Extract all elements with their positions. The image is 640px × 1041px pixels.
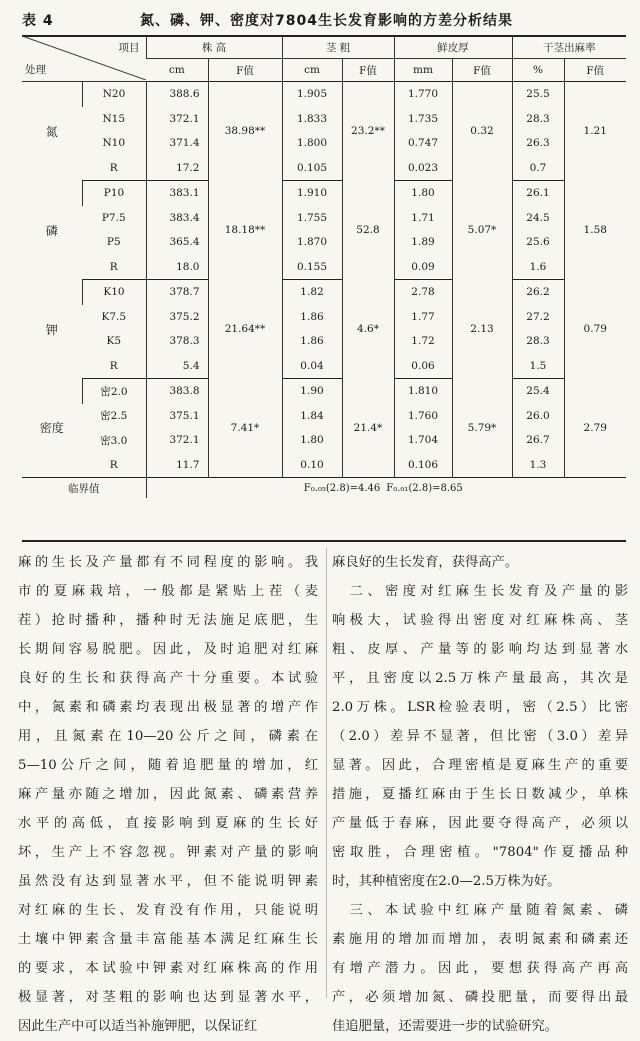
stem-value: 1.86: [282, 329, 342, 354]
text-line: 茬）抢时播种，播种时无法施足底肥，生: [18, 613, 318, 628]
fiber-f-value: 2.79: [564, 379, 626, 478]
table-row: [22, 255, 626, 280]
text-line: 佳追肥量，还需要进一步的试验研究。: [332, 1019, 559, 1034]
table-row: [22, 107, 626, 132]
factor-label: 密度: [39, 421, 64, 436]
treatment-cell: K7.5: [101, 310, 127, 323]
text-line: 虽然没有达到显著水平，但不能说明钾素: [18, 874, 318, 889]
text-line: 麻的生长及产量都有不同程度的影响。我: [18, 555, 318, 570]
treatment-cell: R: [82, 255, 146, 280]
stem-value: 1.86: [282, 305, 342, 330]
unit-header: F值: [208, 59, 282, 82]
text-line: 的要求，本试验中钾素对红麻株高的作用: [18, 961, 318, 976]
stem-value: 1.910: [282, 181, 342, 206]
unit-header: mm: [394, 59, 452, 82]
stem-f-value: 23.2**: [342, 82, 394, 181]
height-f-value: 21.64**: [208, 280, 282, 379]
height-value: 378.3: [146, 329, 208, 354]
height-value: 383.8: [146, 379, 208, 404]
stem-value: 1.870: [282, 230, 342, 255]
treatment-cell: R: [82, 354, 146, 379]
unit-header: F值: [564, 59, 626, 82]
bark-value: 1.770: [394, 82, 452, 107]
critical-value-row: [22, 478, 626, 499]
fiber-value: 27.2: [512, 305, 564, 330]
table-row: [22, 230, 626, 255]
stem-value: 1.90: [282, 379, 342, 404]
treatment-cell: R: [82, 156, 146, 181]
height-value: 372.1: [146, 107, 208, 132]
height-value: 375.2: [146, 305, 208, 330]
text-line: 平，且密度以2.5万株产量最高，其次是: [332, 671, 628, 686]
treatment-cell: N20: [82, 82, 146, 107]
text-line: 措施，夏播红麻由于生长日数减少，单株: [332, 787, 628, 802]
fiber-f-value: 0.79: [564, 280, 626, 379]
bark-value: 0.023: [394, 156, 452, 181]
stem-value: 0.155: [282, 255, 342, 280]
corner-item-label: 项目: [118, 42, 140, 54]
treatment-cell: N10: [102, 137, 126, 150]
height-value: 17.2: [146, 156, 208, 181]
fiber-value: 1.6: [512, 255, 564, 280]
bark-value: 1.71: [394, 206, 452, 231]
text-line: 有增产潜力。因此，要想获得高产再高: [332, 961, 628, 976]
table-caption: [22, 10, 622, 32]
body-text-right-column: [332, 548, 628, 1041]
bark-value: 1.810: [394, 379, 452, 404]
fiber-value: 25.5: [512, 82, 564, 107]
bark-value: 0.106: [394, 453, 452, 478]
text-line: 粗、皮厚、产量等的影响均达到显著水: [332, 642, 628, 657]
bark-value: 0.747: [394, 131, 452, 156]
bark-value: 1.735: [394, 107, 452, 132]
bark-value: 0.06: [394, 354, 452, 379]
table-row: [22, 453, 626, 478]
fiber-value: 26.1: [512, 181, 564, 206]
header-corner-cell: [22, 36, 146, 82]
treatment-cell: R: [82, 453, 146, 478]
bark-f-value: 2.13: [452, 280, 512, 379]
unit-header: cm: [146, 59, 208, 82]
text-line: 用，且氮素在10—20公斤之间，磷素在: [18, 729, 318, 744]
text-line: 5—10公斤之间，随着追肥量的增加，红: [18, 758, 318, 773]
table-bottom-rule: [22, 540, 626, 542]
fiber-value: 28.3: [512, 107, 564, 132]
fiber-value: 26.7: [512, 428, 564, 453]
text-line: 二、密度对红麻生长发育及产量的影: [332, 584, 628, 599]
treatment-cell: K5: [106, 335, 122, 348]
critical-f05: F₀.₀₅(2.8)=4.46: [303, 482, 381, 494]
critical-value-text: [146, 478, 626, 499]
unit-header: %: [512, 59, 564, 82]
text-line: 产量低于春麻，因此要夺得高产，必须以: [332, 816, 628, 831]
treatment-cell: P10: [82, 181, 146, 206]
treatment-cell: 密2.0: [82, 379, 146, 404]
text-line: 响极大，试验得出密度对红麻株高、茎: [332, 613, 628, 628]
text-line: 密取胜，合理密植。"7804"作夏播品种: [332, 845, 628, 860]
stem-value: 1.82: [282, 280, 342, 305]
treatment-cell: 密3.0: [100, 434, 128, 447]
text-line: 麻产量亦随之增加，因此氮素、磷素营养: [18, 787, 318, 802]
stem-value: 1.833: [282, 107, 342, 132]
fiber-value: 26.3: [512, 131, 564, 156]
treatment-cell: P5: [106, 236, 121, 249]
text-line: 产，必须增加氮、磷投肥量，而要得出最: [332, 990, 628, 1005]
height-value: 388.6: [146, 82, 208, 107]
body-text-left-column: [18, 548, 318, 1041]
fiber-value: 26.2: [512, 280, 564, 305]
table-row: [22, 379, 626, 404]
stem-value: 0.04: [282, 354, 342, 379]
height-value: 383.4: [146, 206, 208, 231]
stem-value: 1.905: [282, 82, 342, 107]
text-line: 显著。因此，合理密植是夏麻生产的重要: [332, 758, 628, 773]
text-line: 长期间容易脱肥。因此，及时追肥对红麻: [18, 642, 318, 657]
unit-header: F值: [452, 59, 512, 82]
factor-label: 钾: [45, 322, 58, 337]
table-title: 氮、磷、钾、密度对7804生长发育影响的方差分析结果: [140, 13, 513, 29]
table-row: [22, 181, 626, 206]
group-header-fiber: 干茎出麻率: [512, 36, 626, 59]
table-row: [22, 156, 626, 181]
stem-value: 1.84: [282, 404, 342, 429]
table-row: [22, 206, 626, 231]
table-row: [22, 428, 626, 453]
bark-value: 1.72: [394, 329, 452, 354]
bark-f-value: 0.32: [452, 82, 512, 181]
stem-value: 1.80: [282, 428, 342, 453]
fiber-value: 25.6: [512, 230, 564, 255]
height-value: 11.7: [146, 453, 208, 478]
bark-f-value: 5.79*: [452, 379, 512, 478]
fiber-value: 28.3: [512, 329, 564, 354]
fiber-value: 0.7: [512, 156, 564, 181]
stem-f-value: 4.6*: [342, 280, 394, 379]
fiber-value: 1.3: [512, 453, 564, 478]
text-line: 土壤中钾素含量丰富能基本满足红麻生长: [18, 932, 318, 947]
table-row: [22, 280, 626, 305]
table-number: 表 4: [22, 13, 54, 29]
height-value: 18.0: [146, 255, 208, 280]
table-row: [22, 131, 626, 156]
text-line: （2.0）差异不显著，但比密（3.0）差异: [332, 729, 628, 744]
group-header-height: 株 高: [146, 36, 282, 59]
bark-value: 0.09: [394, 255, 452, 280]
text-line: 2.0万株。LSR检验表明，密（2.5）比密: [332, 700, 628, 715]
group-header-stem: 茎 粗: [282, 36, 394, 59]
fiber-value: 26.0: [512, 404, 564, 429]
factor-label: 磷: [45, 223, 58, 238]
text-line: 因此生产中可以适当补施钾肥，以保证红: [18, 1019, 258, 1034]
bark-value: 2.78: [394, 280, 452, 305]
table-row: [22, 82, 626, 107]
group-header-bark: 鲜皮厚: [394, 36, 512, 59]
treatment-cell: 密2.5: [100, 410, 128, 423]
text-line: 极显著，对茎粗的影响也达到显著水平，: [18, 990, 318, 1005]
table-row: [22, 404, 626, 429]
height-value: 383.1: [146, 181, 208, 206]
stem-value: 0.10: [282, 453, 342, 478]
height-value: 365.4: [146, 230, 208, 255]
treatment-cell: P7.5: [101, 211, 126, 224]
height-value: 378.7: [146, 280, 208, 305]
fiber-value: 25.4: [512, 379, 564, 404]
bark-value: 1.77: [394, 305, 452, 330]
bark-f-value: 5.07*: [452, 181, 512, 280]
column-divider: [326, 548, 327, 998]
height-f-value: 7.41*: [208, 379, 282, 478]
anova-table: [22, 36, 626, 498]
stem-f-value: 21.4*: [342, 379, 394, 478]
bark-value: 1.760: [394, 404, 452, 429]
text-line: 对红麻的生长、发育没有作用，只能说明: [18, 903, 318, 918]
unit-header: F值: [342, 59, 394, 82]
critical-value-label: 临界值: [22, 478, 146, 499]
bark-value: 1.80: [394, 181, 452, 206]
height-value: 5.4: [146, 354, 208, 379]
stem-f-value: 52.8: [342, 181, 394, 280]
fiber-value: 1.5: [512, 354, 564, 379]
factor-label: 氮: [45, 124, 58, 139]
text-line: 坏，生产上不容忽视。钾素对产量的影响: [18, 845, 318, 860]
text-line: 市的夏麻栽培，一般都是紧贴上茬（麦: [18, 584, 318, 599]
treatment-cell: N15: [102, 112, 126, 125]
text-line: 时，其种植密度在2.0—2.5万株为好。: [332, 874, 561, 889]
bark-value: 1.704: [394, 428, 452, 453]
height-value: 371.4: [146, 131, 208, 156]
height-f-value: 18.18**: [208, 181, 282, 280]
stem-value: 0.105: [282, 156, 342, 181]
text-line: 水平的高低，直接影响到夏麻的生长好: [18, 816, 318, 831]
text-line: 三、本试验中红麻产量随着氮素、磷: [332, 903, 628, 918]
table-row: [22, 305, 626, 330]
bark-value: 1.89: [394, 230, 452, 255]
table-row: [22, 354, 626, 379]
text-line: 素施用的增加而增加，表明氮素和磷素还: [332, 932, 628, 947]
fiber-f-value: 1.21: [564, 82, 626, 181]
critical-f01: F₀.₀₁(2.8)=8.65: [386, 482, 463, 494]
text-line: 中，氮素和磷素均表现出极显著的增产作: [18, 700, 318, 715]
treatment-cell: K10: [82, 280, 146, 305]
text-line: 良好的生长和获得高产十分重要。本试验: [18, 671, 318, 686]
unit-header: cm: [282, 59, 342, 82]
stem-value: 1.755: [282, 206, 342, 231]
fiber-f-value: 1.58: [564, 181, 626, 280]
corner-treatment-label: 处理: [25, 64, 46, 76]
stem-value: 1.800: [282, 131, 342, 156]
table-row: [22, 329, 626, 354]
text-line: 麻良好的生长发育，获得高产。: [332, 555, 519, 570]
height-f-value: 38.98**: [208, 82, 282, 181]
height-value: 372.1: [146, 428, 208, 453]
fiber-value: 24.5: [512, 206, 564, 231]
height-value: 375.1: [146, 404, 208, 429]
